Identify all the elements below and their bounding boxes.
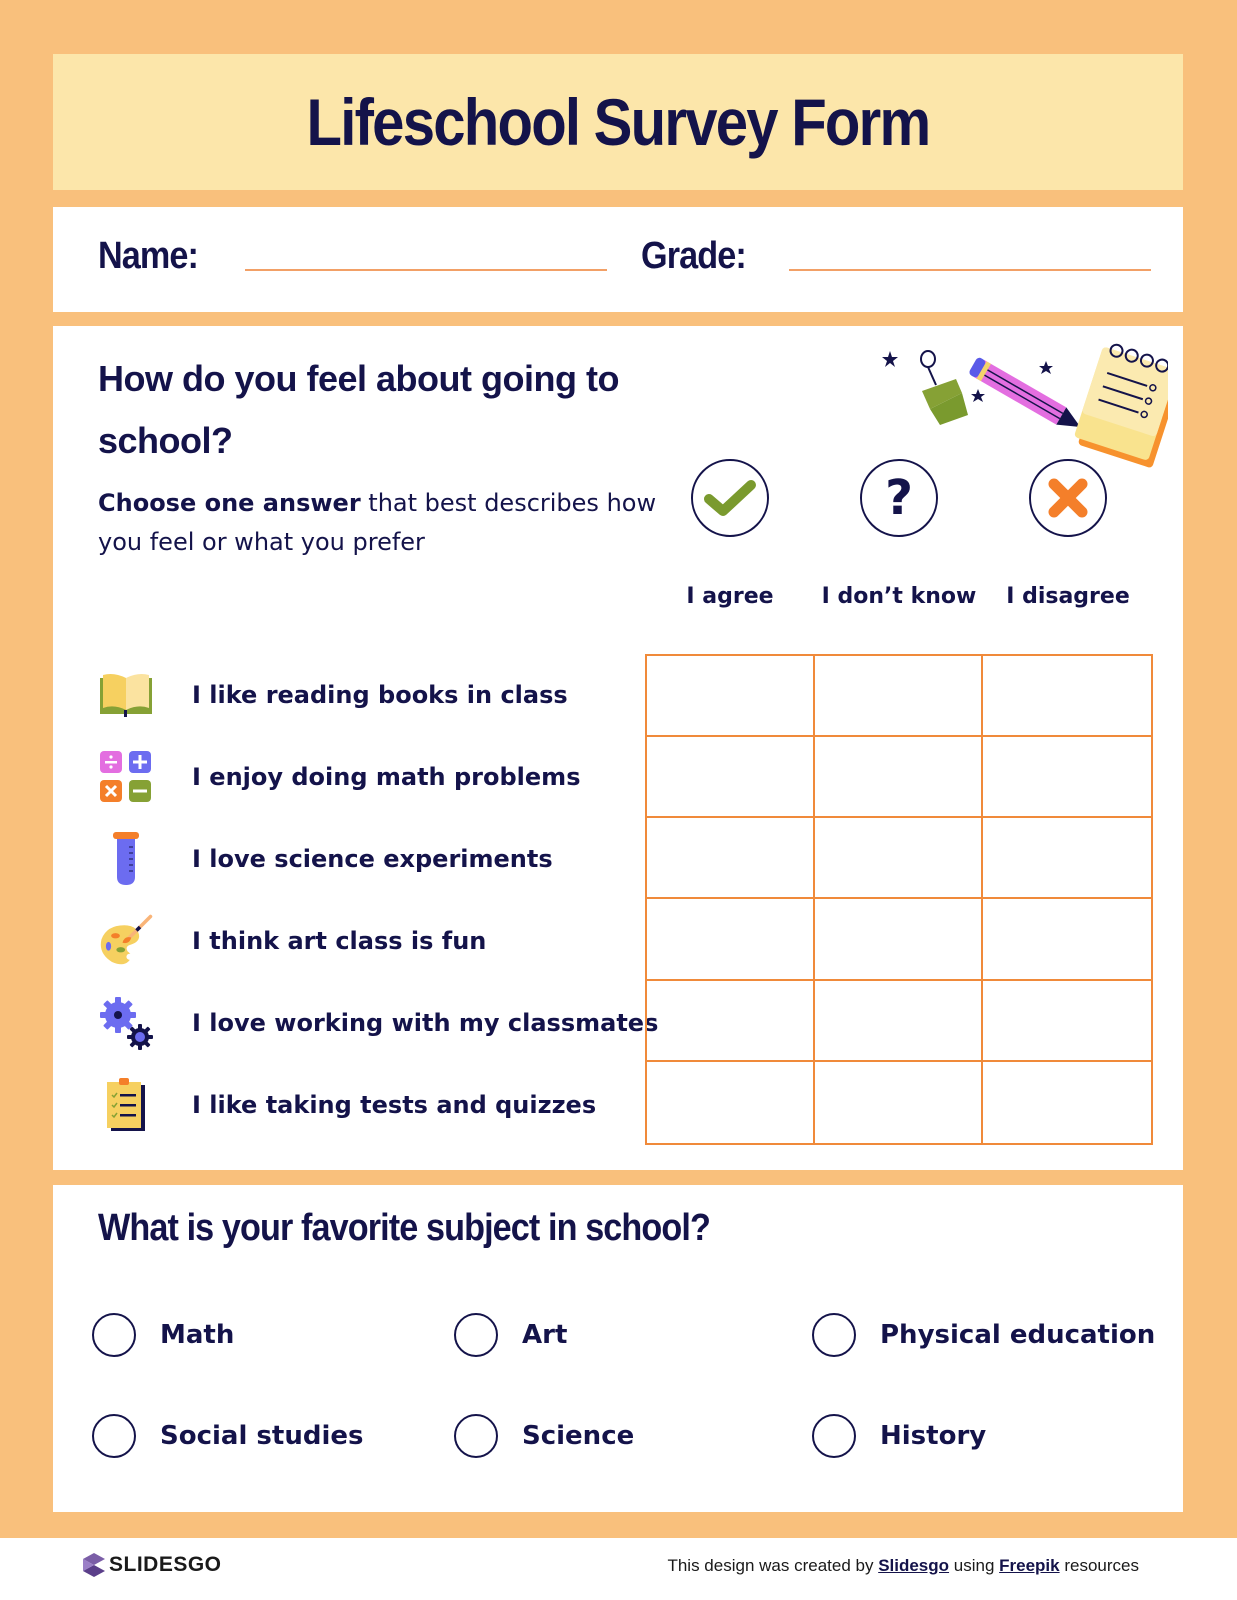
radio-button[interactable] — [92, 1414, 136, 1458]
statement-row — [98, 1064, 596, 1146]
slidesgo-link[interactable]: Slidesgo — [878, 1556, 950, 1575]
instruction-emphasis: Choose one answer — [98, 489, 361, 517]
header-banner — [53, 54, 1183, 190]
student-info-panel — [53, 207, 1183, 312]
credit-prefix: This design was created by — [667, 1556, 879, 1575]
question-icon: ? — [885, 470, 913, 526]
statement-text: I love science experiments — [192, 845, 553, 873]
math-symbols-icon — [98, 749, 154, 805]
answer-label-dont-know: I don’t know — [821, 584, 977, 609]
option-social-studies[interactable] — [92, 1414, 363, 1458]
agree-icon — [691, 459, 769, 537]
answer-cell-dont-know[interactable] — [815, 1062, 983, 1143]
option-science[interactable] — [454, 1414, 634, 1458]
answer-grid — [645, 654, 1153, 1145]
book-icon — [98, 667, 154, 723]
brand-name: SLIDESGO — [109, 1553, 222, 1576]
slidesgo-logo — [83, 1553, 222, 1577]
instruction-text: that best describes how you feel or what you prefer — [98, 489, 657, 556]
answer-cell-disagree[interactable] — [983, 818, 1151, 899]
answer-cell-dont-know[interactable] — [815, 981, 983, 1062]
option-label: Math — [160, 1320, 235, 1350]
option-art[interactable] — [454, 1313, 567, 1357]
freepik-link[interactable]: Freepik — [999, 1556, 1060, 1575]
answer-cell-agree[interactable] — [647, 818, 815, 899]
answer-cell-agree[interactable] — [647, 981, 815, 1062]
radio-button[interactable] — [812, 1313, 856, 1357]
option-history[interactable] — [812, 1414, 986, 1458]
statement-text: I love working with my classmates — [192, 1009, 659, 1037]
answer-cell-agree[interactable] — [647, 656, 815, 737]
answer-cell-agree[interactable] — [647, 1062, 815, 1143]
radio-button[interactable] — [454, 1414, 498, 1458]
page-title: Lifeschool Survey Form — [306, 85, 930, 159]
answer-label-disagree: I disagree — [1006, 584, 1130, 609]
answer-cell-dont-know[interactable] — [815, 818, 983, 899]
option-label: History — [880, 1421, 987, 1451]
credit-suffix: resources — [1059, 1556, 1139, 1575]
answer-cell-dont-know[interactable] — [815, 656, 983, 737]
option-label: Physical education — [880, 1320, 1156, 1350]
stationery-illustration-icon — [878, 341, 1168, 471]
statement-row — [98, 900, 486, 982]
cross-icon — [1046, 476, 1090, 520]
answer-cell-agree[interactable] — [647, 737, 815, 818]
answer-cell-disagree[interactable] — [983, 737, 1151, 818]
test-tube-icon — [98, 831, 154, 887]
statement-text: I think art class is fun — [192, 927, 487, 955]
option-label: Social studies — [160, 1421, 364, 1451]
disagree-icon — [1029, 459, 1107, 537]
name-label: Name: — [98, 235, 199, 277]
check-icon — [703, 477, 757, 519]
feelings-instruction — [98, 484, 658, 562]
answer-cell-dont-know[interactable] — [815, 737, 983, 818]
answer-label-agree: I agree — [686, 584, 774, 609]
statement-row — [98, 654, 568, 736]
statement-text: I like reading books in class — [192, 681, 568, 709]
option-label: Art — [522, 1320, 568, 1350]
dont-know-icon — [860, 459, 938, 537]
clipboard-checklist-icon — [98, 1077, 154, 1133]
statement-text: I like taking tests and quizzes — [192, 1091, 597, 1119]
grade-field[interactable] — [789, 269, 1151, 271]
statement-text: I enjoy doing math problems — [192, 763, 581, 791]
option-math[interactable] — [92, 1313, 234, 1357]
answer-cell-disagree[interactable] — [983, 1062, 1151, 1143]
radio-button[interactable] — [454, 1313, 498, 1357]
credit-middle: using — [949, 1556, 1000, 1575]
gears-icon — [98, 995, 154, 1051]
feelings-section — [53, 326, 1183, 1170]
answer-cell-disagree[interactable] — [983, 899, 1151, 980]
favorite-subject-title: What is your favorite subject in school? — [98, 1207, 710, 1249]
statement-row — [98, 818, 553, 900]
grade-label: Grade: — [641, 235, 746, 277]
answer-cell-agree[interactable] — [647, 899, 815, 980]
feelings-question-title: How do you feel about going to school? — [98, 358, 619, 461]
footer-credit — [667, 1556, 1139, 1576]
favorite-subject-section — [53, 1185, 1183, 1512]
palette-icon — [98, 913, 154, 969]
name-field[interactable] — [245, 269, 607, 271]
statement-row — [98, 982, 658, 1064]
statement-row — [98, 736, 580, 818]
radio-button[interactable] — [92, 1313, 136, 1357]
slidesgo-logo-icon — [83, 1553, 105, 1577]
option-physical-education[interactable] — [812, 1313, 1155, 1357]
radio-button[interactable] — [812, 1414, 856, 1458]
answer-cell-disagree[interactable] — [983, 981, 1151, 1062]
answer-cell-dont-know[interactable] — [815, 899, 983, 980]
answer-cell-disagree[interactable] — [983, 656, 1151, 737]
option-label: Science — [522, 1421, 635, 1451]
